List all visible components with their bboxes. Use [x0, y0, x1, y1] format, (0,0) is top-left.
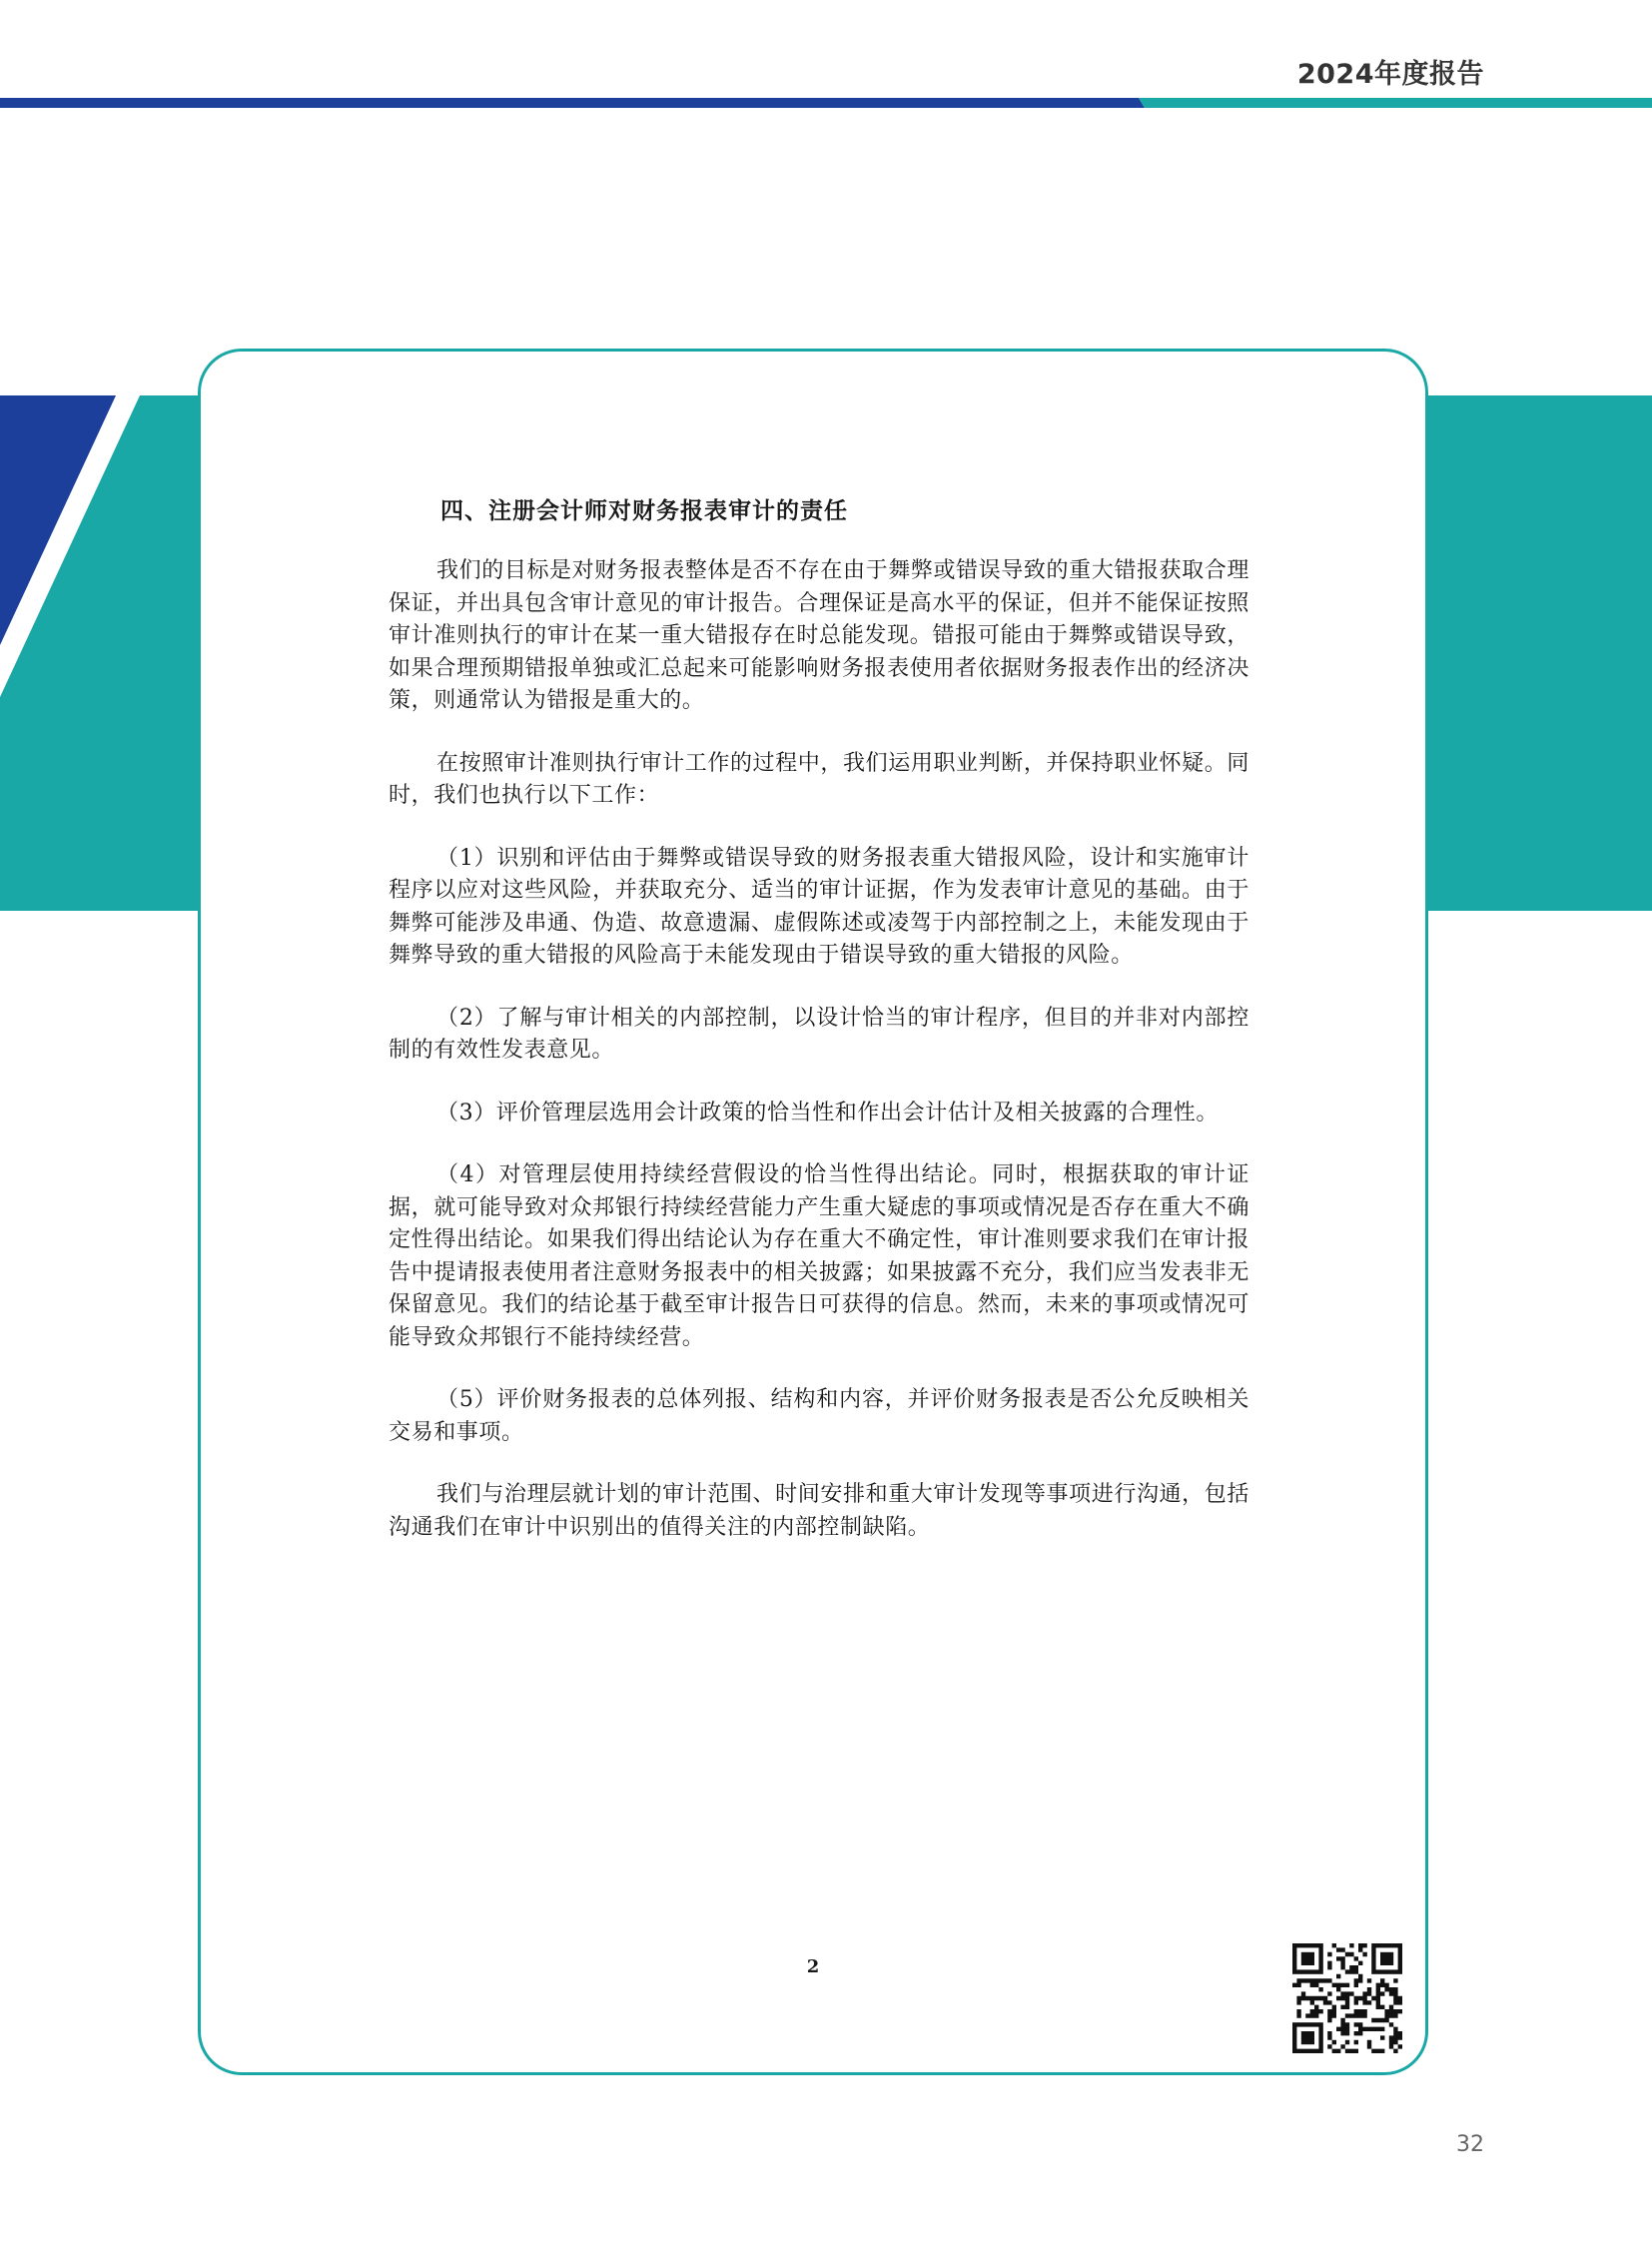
paragraph-item-1: （1）识别和评估由于舞弊或错误导致的财务报表重大错报风险，设计和实施审计程序以应对这些风险，并获取充分、适当的审计证据，作为发表审计意见的基础。由于舞弊可能涉及串通、伪造、故意遗漏、虚假陈述或凌驾于内部控制之上，未能发现由于舞弊导致的重大错报的风险高于未能发现由于错误导致的重大错报的风险。 [389, 845, 1249, 968]
left-decorative-band [0, 395, 220, 911]
paragraph-item-5: （5）评价财务报表的总体列报、结构和内容，并评价财务报表是否公允反映相关交易和事项。 [389, 1387, 1249, 1445]
document-page-number: 2 [806, 1956, 820, 1977]
paragraph-item-4: （4）对管理层使用持续经营假设的恰当性得出结论。同时，根据获取的审计证据，就可能导致对众邦银行持续经营能力产生重大疑虑的事项或情况是否存在重大不确定性得出结论。如果我们得出结论认为存在重大不确定性，审计准则要求我们在审计报告中提请报表使用者注意财务报表中的相关披露；如果披露不充分，我们应当发表非无保留意见。我们的结论基于截至审计报告日可获得的信息。然而，未来的事项或情况可能导致众邦银行不能持续经营。 [389, 1162, 1249, 1350]
paragraph-communication: 我们与治理层就计划的审计范围、时间安排和重大审计发现等事项进行沟通，包括沟通我们在审计中识别出的值得关注的内部控制缺陷。 [389, 1482, 1249, 1540]
paragraph-item-3: （3）评价管理层选用会计政策的恰当性和作出会计估计及相关披露的合理性。 [436, 1100, 1219, 1125]
right-decorative-band [1418, 395, 1652, 911]
paragraph-objective: 我们的目标是对财务报表整体是否不存在由于舞弊或错误导致的重大错报获取合理保证，并出具包含审计意见的审计报告。合理保证是高水平的保证，但并不能保证按照审计准则执行的审计在某一重大错报存在时总能发现。错报可能由于舞弊或错误导致，如果合理预期错报单独或汇总起来可能影响财务报表使用者依据财务报表作出的经济决策，则通常认为错报是重大的。 [389, 558, 1249, 713]
header-divider [0, 98, 1652, 108]
document-content [389, 495, 1249, 1574]
paragraph-item-2: （2）了解与审计相关的内部控制，以设计恰当的审计程序，但目的并非对内部控制的有效性发表意见。 [389, 1005, 1249, 1063]
report-title: 2024年度报告 [1296, 59, 1484, 90]
qr-code-icon [1292, 1943, 1402, 2053]
document-card [198, 349, 1428, 2075]
header-divider-blue [0, 98, 1145, 108]
report-page-number: 32 [1456, 2132, 1484, 2157]
section-heading: 四、注册会计师对财务报表审计的责任 [440, 497, 848, 524]
paragraph-judgment: 在按照审计准则执行审计工作的过程中，我们运用职业判断，并保持职业怀疑。同时，我们也执行以下工作： [389, 750, 1249, 808]
header-divider-teal [1139, 98, 1652, 108]
